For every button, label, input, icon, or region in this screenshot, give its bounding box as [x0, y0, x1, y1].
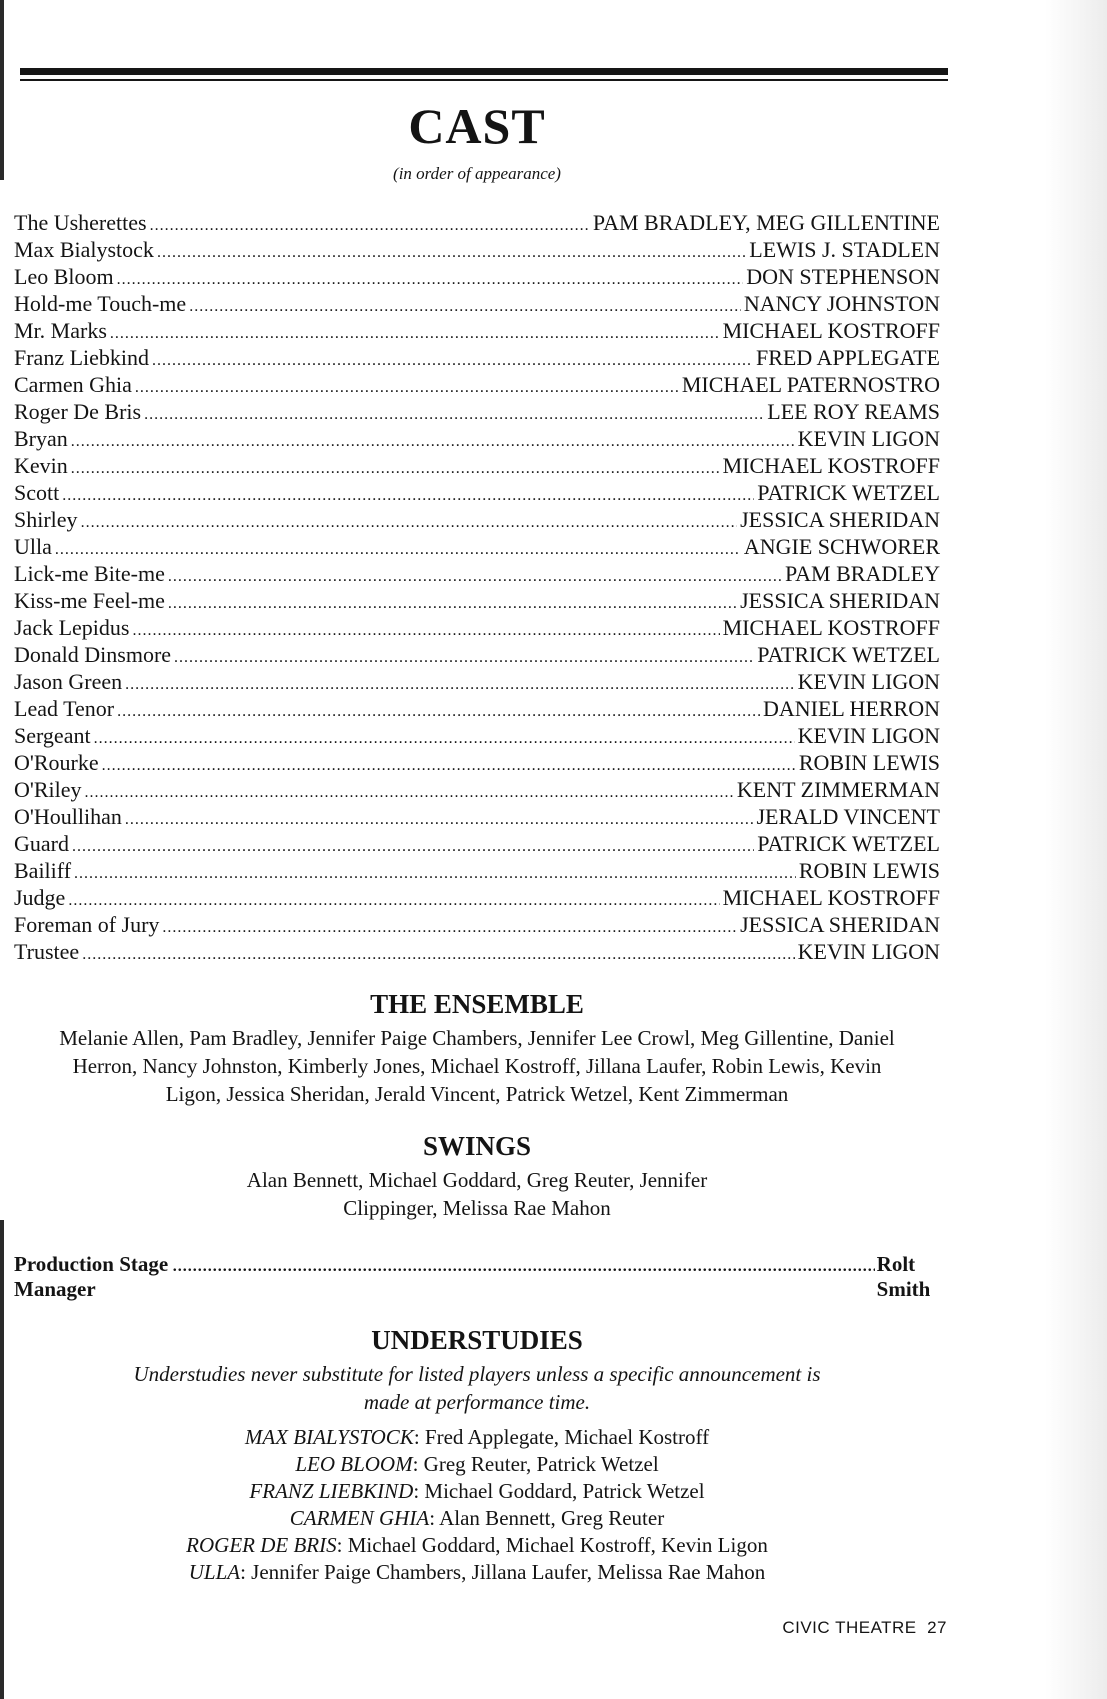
dot-leader: [144, 399, 764, 425]
cast-row: [14, 507, 940, 534]
cast-role: Franz Liebkind: [14, 345, 150, 370]
understudy-role: FRANZ LIEBKIND: [249, 1479, 414, 1503]
understudy-role: MAX BIALYSTOCK: [244, 1425, 414, 1449]
dot-leader: [82, 939, 794, 965]
cast-row: [14, 696, 940, 723]
cast-actor: MICHAEL KOSTROFF: [722, 453, 940, 478]
understudies-note: Understudies never substitute for listed players unless a specific announcement is made at performance time.: [133, 1362, 821, 1414]
understudy-row: [14, 1478, 940, 1505]
cast-role: O'Rourke: [14, 750, 99, 775]
cast-actor: ANGIE SCHWORER: [743, 534, 940, 559]
understudy-names: : Jennifer Paige Chambers, Jillana Laufer, Melissa Rae Mahon: [240, 1560, 766, 1584]
page-gutter: [1045, 0, 1107, 1699]
understudy-names: : Fred Applegate, Michael Kostroff: [413, 1425, 710, 1449]
cast-role: Lick-me Bite-me: [14, 561, 165, 586]
header-rules: [20, 68, 948, 81]
dot-leader: [72, 831, 754, 857]
cast-actor: JESSICA SHERIDAN: [740, 588, 940, 613]
dot-leader: [162, 912, 737, 938]
cast-row: [14, 939, 940, 966]
understudy-names: : Greg Reuter, Patrick Wetzel: [412, 1452, 659, 1476]
page-title: CAST: [408, 98, 546, 154]
dot-leader: [74, 858, 796, 884]
cast-actor: LEWIS J. STADLEN: [749, 237, 940, 262]
cast-role: Jason Green: [14, 669, 123, 694]
understudies-list: [14, 1424, 940, 1586]
cast-actor: DON STEPHENSON: [746, 264, 940, 289]
cast-actor: MICHAEL KOSTROFF: [722, 885, 940, 910]
cast-role: Max Bialystock: [14, 237, 154, 262]
cast-role: Leo Bloom: [14, 264, 114, 289]
cast-row: [14, 372, 940, 399]
cast-row: [14, 264, 940, 291]
cast-role: O'Riley: [14, 777, 82, 802]
dot-leader: [174, 642, 754, 668]
cast-actor: NANCY JOHNSTON: [743, 291, 940, 316]
understudy-role: CARMEN GHIA: [289, 1506, 430, 1530]
cast-row: [14, 237, 940, 264]
cast-role: Donald Dinsmore: [14, 642, 172, 667]
cast-actor: LEE ROY REAMS: [767, 399, 940, 424]
understudy-row: [14, 1559, 940, 1586]
cast-actor: MICHAEL KOSTROFF: [722, 318, 940, 343]
dot-leader: [150, 210, 590, 236]
cast-row: [14, 912, 940, 939]
cast-role: Lead Tenor: [14, 696, 115, 721]
dot-leader: [71, 426, 795, 452]
cast-role: Carmen Ghia: [14, 372, 132, 397]
cast-row: [14, 777, 940, 804]
cast-role: Foreman of Jury: [14, 912, 160, 937]
cast-row: [14, 642, 940, 669]
understudy-row: [14, 1451, 940, 1478]
dot-leader: [81, 507, 738, 533]
dot-leader: [62, 480, 754, 506]
page-footer: CIVIC THEATRE 27: [782, 1618, 947, 1637]
dot-leader: [117, 696, 760, 722]
swings-heading: SWINGS: [422, 1131, 532, 1161]
dot-leader: [85, 777, 734, 803]
psm-name: Rolt Smith: [876, 1252, 931, 1301]
cast-role: Scott: [14, 480, 60, 505]
cast-actor: JERALD VINCENT: [756, 804, 940, 829]
cast-role: Kevin: [14, 453, 68, 478]
cast-actor: PATRICK WETZEL: [757, 831, 940, 856]
cast-actor: PAM BRADLEY: [784, 561, 940, 586]
cast-row: [14, 885, 940, 912]
understudy-names: : Michael Goddard, Patrick Wetzel: [413, 1479, 705, 1503]
dot-leader: [110, 318, 720, 344]
dot-leader: [157, 237, 746, 263]
cast-actor: ROBIN LEWIS: [798, 858, 940, 883]
dot-leader: [71, 453, 720, 479]
cast-actor: MICHAEL KOSTROFF: [722, 615, 940, 640]
cast-row: [14, 588, 940, 615]
cast-row: [14, 399, 940, 426]
understudy-row: [14, 1505, 940, 1532]
cast-role: Bailiff: [14, 858, 72, 883]
cast-actor: KEVIN LIGON: [797, 669, 940, 694]
dot-leader: [125, 669, 795, 695]
cast-actor: KENT ZIMMERMAN: [736, 777, 940, 802]
rule-thin: [20, 79, 948, 81]
dot-leader: [132, 615, 719, 641]
cast-role: O'Houllihan: [14, 804, 122, 829]
cast-row: [14, 318, 940, 345]
cast-row: [14, 615, 940, 642]
cast-role: Shirley: [14, 507, 78, 532]
cast-actor: MICHAEL PATERNOSTRO: [681, 372, 940, 397]
page-edge-bottom: [0, 1220, 4, 1699]
psm-label: Production Stage Manager: [14, 1252, 169, 1301]
cast-actor: KEVIN LIGON: [797, 723, 940, 748]
understudy-names: : Alan Bennett, Greg Reuter: [429, 1506, 665, 1530]
cast-actor: JESSICA SHERIDAN: [740, 912, 940, 937]
cast-row: [14, 831, 940, 858]
cast-row: [14, 561, 940, 588]
understudy-role: ROGER DE BRIS: [186, 1533, 337, 1557]
understudy-role: ULLA: [188, 1560, 241, 1584]
cast-role: Ulla: [14, 534, 52, 559]
cast-row: [14, 210, 940, 237]
understudy-names: : Michael Goddard, Michael Kostroff, Kevin Ligon: [336, 1533, 768, 1557]
dot-leader: [152, 345, 753, 371]
understudy-row: [14, 1424, 940, 1451]
cast-row: [14, 858, 940, 885]
cast-role: Mr. Marks: [14, 318, 107, 343]
cast-row: [14, 291, 940, 318]
dot-leader: [168, 588, 737, 614]
ensemble-heading: THE ENSEMBLE: [370, 989, 584, 1019]
cast-row: [14, 480, 940, 507]
dot-leader: [168, 561, 782, 587]
cast-role: Kiss-me Feel-me: [14, 588, 165, 613]
cast-role: The Usherettes: [14, 210, 147, 235]
rule-thick: [20, 68, 948, 75]
ensemble-text: Melanie Allen, Pam Bradley, Jennifer Paige Chambers, Jennifer Lee Crowl, Meg Gillentine, Daniel Herron, Nancy Johnston, Kimberly Jones, Michael Kostroff, Jillana Laufer, Robin Lewis, Kevin Ligon, Jessica Sheridan, Jerald Vincent, Patrick Wetzel, Kent Zimmerman: [59, 1026, 895, 1106]
program-page: [14, 96, 940, 1586]
cast-role: Judge: [14, 885, 66, 910]
cast-actor: FRED APPLEGATE: [756, 345, 940, 370]
cast-row: [14, 750, 940, 777]
dot-leader: [125, 804, 754, 830]
cast-role: Guard: [14, 831, 69, 856]
dot-leader: [173, 1252, 875, 1277]
cast-row: [14, 453, 940, 480]
cast-actor: PATRICK WETZEL: [757, 480, 940, 505]
cast-actor: JESSICA SHERIDAN: [740, 507, 940, 532]
dot-leader: [189, 291, 741, 317]
understudy-row: [14, 1532, 940, 1559]
cast-actor: ROBIN LEWIS: [798, 750, 940, 775]
cast-role: Roger De Bris: [14, 399, 142, 424]
cast-role: Jack Lepidus: [14, 615, 130, 640]
cast-row: [14, 804, 940, 831]
dot-leader: [135, 372, 679, 398]
cast-role: Bryan: [14, 426, 68, 451]
page-edge-top: [0, 0, 4, 180]
dot-leader: [55, 534, 741, 560]
cast-role: Hold-me Touch-me: [14, 291, 187, 316]
cast-row: [14, 345, 940, 372]
cast-actor: KEVIN LIGON: [797, 426, 940, 451]
cast-actor: PATRICK WETZEL: [757, 642, 940, 667]
cast-row: [14, 426, 940, 453]
cast-list: [14, 210, 940, 966]
production-stage-manager: [14, 1252, 940, 1302]
dot-leader: [102, 750, 796, 776]
cast-row: [14, 669, 940, 696]
swings-text: Alan Bennett, Michael Goddard, Greg Reuter, Jennifer Clippinger, Melissa Rae Mahon: [246, 1168, 708, 1220]
cast-row: [14, 534, 940, 561]
page-subtitle: (in order of appearance): [393, 164, 561, 183]
cast-actor: DANIEL HERRON: [763, 696, 940, 721]
dot-leader: [94, 723, 795, 749]
cast-role: Sergeant: [14, 723, 91, 748]
cast-actor: PAM BRADLEY, MEG GILLENTINE: [592, 210, 940, 235]
dot-leader: [117, 264, 744, 290]
cast-role: Trustee: [14, 939, 80, 964]
cast-row: [14, 723, 940, 750]
understudies-heading: UNDERSTUDIES: [371, 1325, 583, 1355]
cast-actor: KEVIN LIGON: [797, 939, 940, 964]
understudy-role: LEO BLOOM: [295, 1452, 413, 1476]
dot-leader: [68, 885, 719, 911]
